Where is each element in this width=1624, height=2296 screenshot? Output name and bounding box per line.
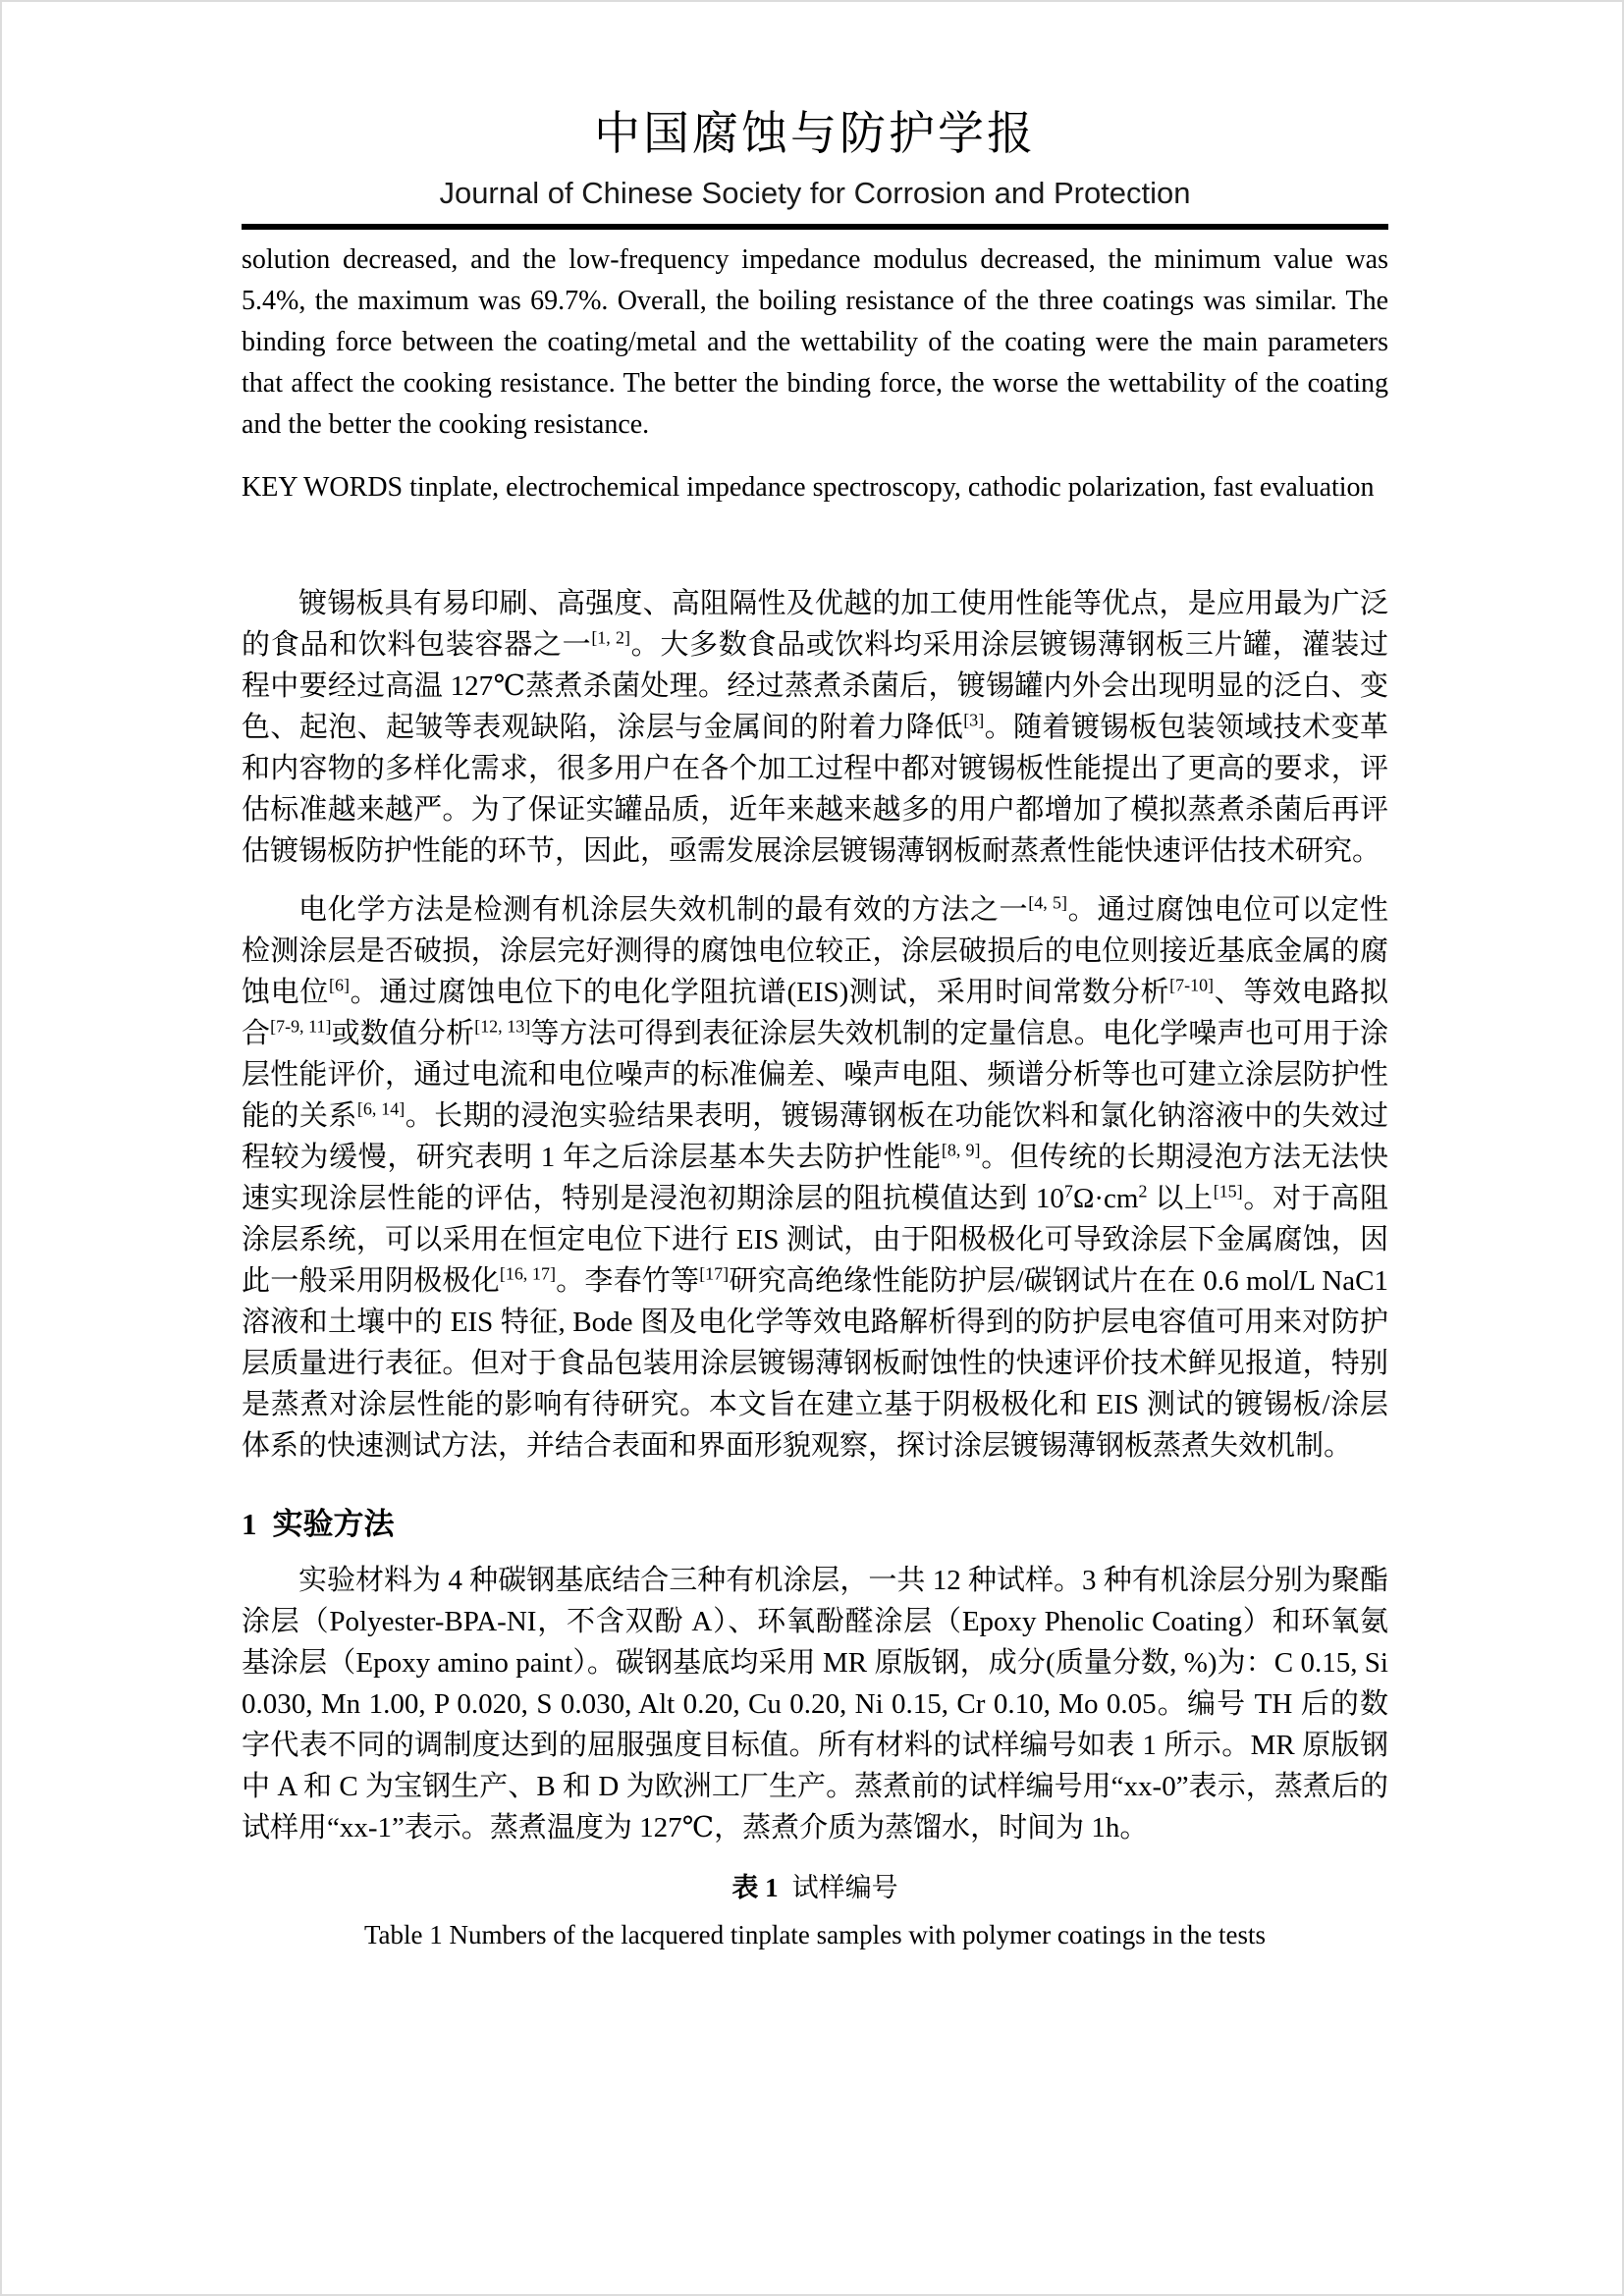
reference-superscript: [1, 2] <box>591 627 630 648</box>
reference-superscript: [16, 17] <box>499 1263 556 1284</box>
table-1-caption-label: 表 1 <box>731 1872 779 1902</box>
reference-superscript: 7 <box>1063 1181 1073 1201</box>
reference-superscript: 2 <box>1138 1181 1148 1201</box>
reference-superscript: [3] <box>963 710 985 730</box>
reference-superscript: [4, 5] <box>1028 892 1067 913</box>
table-1-caption-text: 试样编号 <box>791 1872 898 1902</box>
header-rule <box>242 224 1388 230</box>
reference-superscript: [7-9, 11] <box>270 1016 332 1037</box>
reference-superscript: [7-10] <box>1169 975 1215 995</box>
abstract-continuation-paragraph: solution decreased, and the low-frequency impedance modulus decreased, the minimum value was 5.4%, the maximum was 69.7%. Overall, the boiling resistance of the three coatings was similar. The binding force between the coating/metal and the wettability of the coating were the main parameters that affect the cooking resistance. The better the binding force, the worse the wettability of the coating and the better the cooking resistance. <box>242 243 1388 440</box>
reference-superscript: [8, 9] <box>941 1140 981 1160</box>
keywords-paragraph: KEY WORDS tinplate, electrochemical impedance spectroscopy, cathodic polarization, fast evaluation <box>242 471 1375 503</box>
journal-title-zh: 中国腐蚀与防护学报 <box>594 109 1036 160</box>
section-1-paragraph-1: 实验材料为 4 种碳钢基底结合三种有机涂层，一共 12 种试样。3 种有机涂层分别为聚酯涂层（Polyester-BPA-NI，不含双酚 A）、环氧酚醛涂层（Epoxy Phenolic Coating）和环氧氨基涂层（Epoxy amino paint）。碳钢基底均采用 MR 原版钢，成分(质量分数, %)为：C 0.15, Si 0.030, Mn 1.00, P 0.020, S 0.030, Alt 0.20, Cu 0.20, Ni 0.15, Cr 0.10, Mo 0.05。编号 TH 后的数字代表不同的调制度达到的屈服强度目标值。所有材料的试样编号如表 1 所示。MR 原版钢中 A 和 C 为宝钢生产、B 和 D 为欧洲工厂生产。蒸煮前的试样编号用“xx-0”表示，蒸煮后的试样用“xx-1”表示。蒸煮温度为 127℃，蒸煮介质为蒸馏水，时间为 1h。 <box>242 1564 1388 1843</box>
intro-paragraph-1: 镀锡板具有易印刷、高强度、高阻隔性及优越的加工使用性能等优点，是应用最为广泛的食品和饮料包装容器之一[1, 2]。大多数食品或饮料均采用涂层镀锡薄钢板三片罐，灌装过程中要经过高温 127℃蒸煮杀菌处理。经过蒸煮杀菌后，镀锡罐内外会出现明显的泛白、变色、起泡、起皱等表观缺陷，涂层与金属间的附着力降低[3]。随着镀锡板包装领域技术变革和内容物的多样化需求，很多用户在各个加工过程中都对镀锡板性能提出了更高的要求，评估标准越来越严。为了保证实罐品质，近年来越来越多的用户都增加了模拟蒸煮杀菌后再评估镀锡板防护性能的环节，因此，亟需发展涂层镀锡薄钢板耐蒸煮性能快速评估技术研究。 <box>242 587 1388 867</box>
section-1-title: 实验方法 <box>272 1506 395 1541</box>
section-1-number: 1 <box>242 1506 257 1541</box>
reference-superscript: [6, 14] <box>356 1098 406 1119</box>
section-1-heading <box>242 1506 1388 1542</box>
reference-superscript: [15] <box>1213 1181 1243 1201</box>
reference-superscript: [17] <box>699 1263 730 1284</box>
table-1-caption-zh <box>242 1872 1388 1903</box>
intro-paragraph-2: 电化学方法是检测有机涂层失效机制的最有效的方法之一[4, 5]。通过腐蚀电位可以定性检测涂层是否破损，涂层完好测得的腐蚀电位较正，涂层破损后的电位则接近基底金属的腐蚀电位[6]。通过腐蚀电位下的电化学阻抗谱(EIS)测试，采用时间常数分析[7-10]、等效电路拟合[7-9, 11]或数值分析[12, 13]等方法可得到表征涂层失效机制的定量信息。电化学噪声也可用于涂层性能评价，通过电流和电位噪声的标准偏差、噪声电阻、频谱分析等也可建立涂层防护性能的关系[6, 14]。长期的浸泡实验结果表明，镀锡薄钢板在功能饮料和氯化钠溶液中的失效过程较为缓慢，研究表明 1 年之后涂层基本失去防护性能[8, 9]。但传统的长期浸泡方法无法快速实现涂层性能的评估，特别是浸泡初期涂层的阻抗模值达到 $10^7\Omega\cdot cm^2$ 以上[15]。对于高阻涂层系统，可以采用在恒定电位下进行 EIS 测试，由于阳极极化可导致涂层下金属腐蚀，因此一般采用阴极极化[16, 17]。李春竹等[17]研究高绝缘性能防护层/碳钢试片在在 0.6 mol/L NaC1 溶液和土壤中的 EIS 特征, Bode 图及电化学等效电路解析得到的防护层电容值可用来对防护层质量进行表征。但对于食品包装用涂层镀锡薄钢板耐蚀性的快速评价技术鲜见报道，特别是蒸煮对涂层性能的影响有待研究。本文旨在建立基于阴极极化和 EIS 测试的镀锡板/涂层体系的快速测试方法，并结合表面和界面形貌观察，探讨涂层镀锡薄钢板蒸煮失效机制。 <box>242 892 1388 1462</box>
journal-title-en: Journal of Chinese Society for Corrosion and Protection <box>439 175 1191 210</box>
reference-superscript: [6] <box>328 975 350 995</box>
table-1-caption-en: Table 1 Numbers of the lacquered tinplate samples with polymer coatings in the tests <box>363 1920 1267 1950</box>
reference-superscript: [12, 13] <box>474 1016 531 1037</box>
